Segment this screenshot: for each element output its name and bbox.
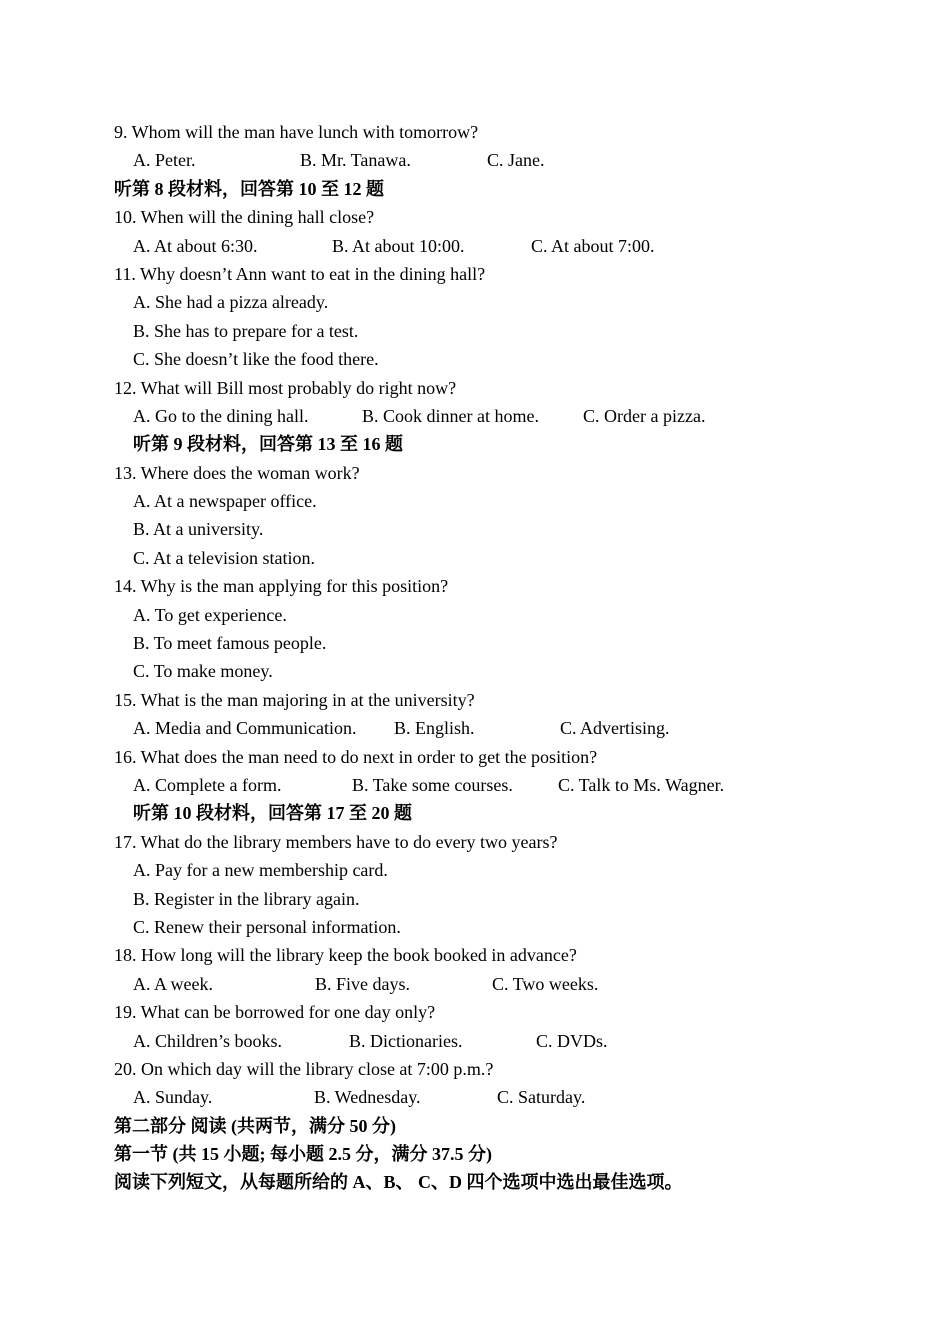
- option-15b: B. English.: [394, 718, 475, 739]
- question-20: 20. On which day will the library close at 7:00 p.m.?: [114, 1058, 494, 1079]
- option-20a: A. Sunday.: [133, 1087, 213, 1108]
- options-19: [114, 1027, 894, 1055]
- section-heading-8: 听第 8 段材料，回答第 10 至 12 题: [114, 178, 384, 199]
- option-18b: B. Five days.: [315, 973, 411, 994]
- option-14a: A. To get experience.: [133, 604, 287, 625]
- question-12: 12. What will Bill most probably do right now?: [114, 377, 457, 398]
- options-16: [114, 771, 894, 799]
- reading-instructions: 阅读下列短文，从每题所给的 A、B、 C、D 四个选项中选出最佳选项。: [114, 1172, 683, 1193]
- question-13: 13. Where does the woman work?: [114, 462, 360, 483]
- option-18c: C. Two weeks.: [492, 973, 599, 994]
- question-17: 17. What do the library members have to do every two years?: [114, 831, 558, 852]
- section-heading-10: 听第 10 段材料，回答第 17 至 20 题: [133, 803, 412, 824]
- question-15: 15. What is the man majoring in at the university?: [114, 689, 475, 710]
- options-18: [114, 970, 894, 998]
- option-9c: C. Jane.: [487, 150, 545, 171]
- option-19c: C. DVDs.: [536, 1030, 608, 1051]
- option-13c: C. At a television station.: [133, 547, 315, 568]
- question-16: 16. What does the man need to do next in order to get the position?: [114, 746, 598, 767]
- question-9: 9. Whom will the man have lunch with tomorrow?: [114, 122, 479, 142]
- option-18a: A. A week.: [133, 973, 213, 994]
- option-14c: C. To make money.: [133, 661, 273, 682]
- option-17c: C. Renew their personal information.: [133, 916, 401, 937]
- part-two-heading: 第二部分 阅读 (共两节，满分 50 分): [114, 1115, 396, 1136]
- option-20c: C. Saturday.: [497, 1087, 586, 1108]
- options-15: [114, 714, 894, 742]
- options-10: [114, 232, 894, 260]
- option-13b: B. At a university.: [133, 519, 264, 540]
- options-12: [114, 402, 894, 430]
- question-19: 19. What can be borrowed for one day only?: [114, 1002, 436, 1023]
- option-14b: B. To meet famous people.: [133, 633, 327, 654]
- page-content: [114, 118, 894, 1197]
- option-19b: B. Dictionaries.: [349, 1030, 463, 1051]
- option-17b: B. Register in the library again.: [133, 888, 360, 909]
- section-heading-9: 听第 9 段材料，回答第 13 至 16 题: [133, 434, 403, 455]
- option-17a: A. Pay for a new membership card.: [133, 860, 388, 881]
- option-10c: C. At about 7:00.: [531, 235, 655, 256]
- option-20b: B. Wednesday.: [314, 1087, 421, 1108]
- option-12a: A. Go to the dining hall.: [133, 405, 309, 426]
- option-19a: A. Children’s books.: [133, 1030, 283, 1051]
- option-9b: B. Mr. Tanawa.: [300, 150, 411, 171]
- option-11c: C. She doesn’t like the food there.: [133, 349, 379, 370]
- section-one-heading: 第一节 (共 15 小题; 每小题 2.5 分，满分 37.5 分): [114, 1144, 492, 1165]
- option-16a: A. Complete a form.: [133, 774, 282, 795]
- option-16c: C. Talk to Ms. Wagner.: [558, 774, 725, 795]
- question-10: 10. When will the dining hall close?: [114, 207, 375, 228]
- question-18: 18. How long will the library keep the book booked in advance?: [114, 945, 577, 966]
- option-11a: A. She had a pizza already.: [133, 292, 329, 313]
- option-9a: A. Peter.: [133, 150, 196, 171]
- option-11b: B. She has to prepare for a test.: [133, 320, 359, 341]
- option-13a: A. At a newspaper office.: [133, 491, 317, 512]
- option-12c: C. Order a pizza.: [583, 405, 706, 426]
- question-11: 11. Why doesn’t Ann want to eat in the dining hall?: [114, 263, 486, 284]
- option-16b: B. Take some courses.: [352, 774, 513, 795]
- options-9: [114, 146, 894, 174]
- option-10a: A. At about 6:30.: [133, 235, 258, 256]
- options-20: [114, 1083, 894, 1111]
- option-10b: B. At about 10:00.: [332, 235, 465, 256]
- option-12b: B. Cook dinner at home.: [362, 405, 539, 426]
- question-14: 14. Why is the man applying for this position?: [114, 576, 449, 597]
- option-15a: A. Media and Communication.: [133, 718, 357, 739]
- option-15c: C. Advertising.: [560, 718, 670, 739]
